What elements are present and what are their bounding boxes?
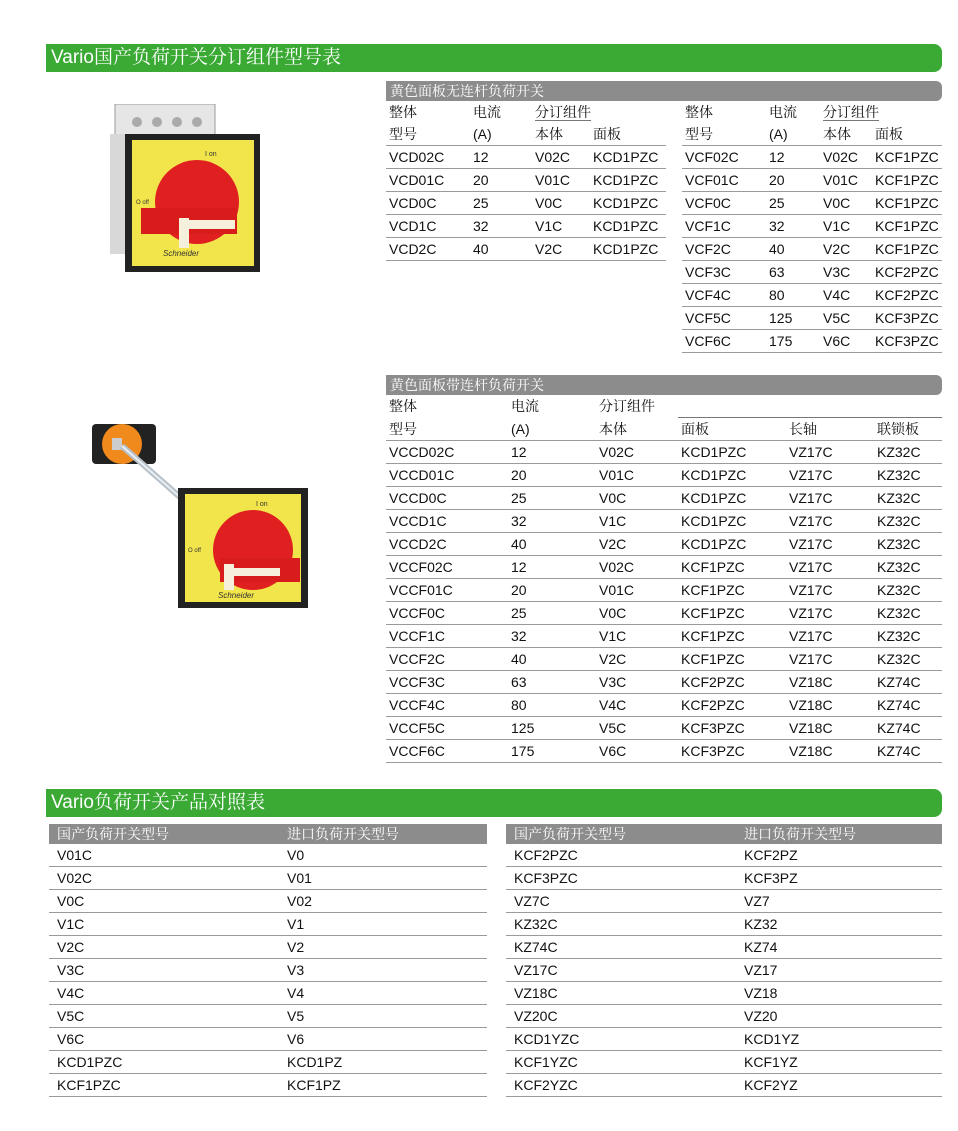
table-cell: KCD1PZC — [678, 487, 786, 510]
table-cell: KCF3PZC — [872, 307, 942, 330]
table-cell: V0C — [820, 192, 872, 215]
table-cell: KCF3PZ — [736, 867, 942, 890]
table-cell: 12 — [508, 441, 596, 464]
table-row — [49, 1028, 487, 1051]
table-cell: 80 — [766, 284, 820, 307]
table-cell: KCD1PZC — [590, 215, 666, 238]
on-mark: I on — [205, 151, 217, 158]
table-cell: V0C — [596, 487, 678, 510]
table-cell: 125 — [508, 717, 596, 740]
table-cell: KCF1PZC — [678, 579, 786, 602]
table-cell: 32 — [508, 510, 596, 533]
table-cell: VCCD2C — [386, 533, 508, 556]
table-cell: KCF2PZ — [736, 844, 942, 867]
header-cell: 本体 — [532, 123, 590, 146]
table-cell: V2C — [596, 648, 678, 671]
table-cell: KCF1PZC — [872, 146, 942, 169]
switch-photo-with-rod — [88, 420, 313, 615]
table-cell: VZ17C — [786, 648, 874, 671]
table-cell: VCD0C — [386, 192, 470, 215]
table-cell: V3C — [820, 261, 872, 284]
table-cell: KCF1PZ — [279, 1074, 487, 1097]
table-cell: KZ32C — [874, 441, 942, 464]
table-row — [386, 740, 942, 763]
table-cell: KCF1YZ — [736, 1051, 942, 1074]
table-cell: KCF3PZC — [506, 867, 736, 890]
table-row — [682, 261, 942, 284]
table-b — [386, 396, 942, 763]
table-cell: V01 — [279, 867, 487, 890]
table-cell: VZ18 — [736, 982, 942, 1005]
table-row — [506, 982, 942, 1005]
table-cell: KCF2PZC — [678, 671, 786, 694]
header-cell: 国产负荷开关型号 — [49, 824, 279, 844]
table-row — [682, 284, 942, 307]
table-row — [506, 1028, 942, 1051]
table-cell: KCF2YZ — [736, 1074, 942, 1097]
table-cell: VCD1C — [386, 215, 470, 238]
table-row — [386, 694, 942, 717]
table-cell: KCD1PZC — [590, 192, 666, 215]
table-row — [682, 238, 942, 261]
table-row — [386, 671, 942, 694]
table-row — [386, 238, 666, 261]
table-row — [506, 913, 942, 936]
table-cell: VCCF1C — [386, 625, 508, 648]
table-row — [682, 330, 942, 353]
header-cell: 电流 — [769, 104, 797, 120]
table-cell: VZ17C — [786, 579, 874, 602]
table-cell: KCD1YZC — [506, 1028, 736, 1051]
table-cell: VCCD1C — [386, 510, 508, 533]
table-cell: V1C — [49, 913, 279, 936]
table-cell: V6 — [279, 1028, 487, 1051]
table-cell: VCCD01C — [386, 464, 508, 487]
table-a-left — [386, 102, 666, 261]
table-cell: VCF1C — [682, 215, 766, 238]
table-row — [506, 959, 942, 982]
table-cell: V4 — [279, 982, 487, 1005]
table-row — [386, 169, 666, 192]
table-cell: VCD2C — [386, 238, 470, 261]
header-cell: (A) — [766, 123, 820, 146]
table-cell: VCCF5C — [386, 717, 508, 740]
table-cell: VZ17C — [786, 441, 874, 464]
table-cell: V02 — [279, 890, 487, 913]
header-cell: 本体 — [596, 418, 678, 441]
table-cell: KZ32C — [874, 510, 942, 533]
table-cell: KZ32C — [874, 648, 942, 671]
table-row — [682, 192, 942, 215]
table-cell: VZ20 — [736, 1005, 942, 1028]
table-b-bar: 黄色面板带连杆负荷开关 — [386, 375, 942, 395]
header-cell: 分订组件 — [535, 104, 591, 120]
table-cell: V0C — [596, 602, 678, 625]
table-cell: KCD1PZC — [590, 146, 666, 169]
table-cell: KCF2PZC — [872, 284, 942, 307]
table-cell: V6C — [820, 330, 872, 353]
table-cell: KCF1PZC — [872, 169, 942, 192]
table-cell: KCD1PZC — [678, 533, 786, 556]
table-cell: KCF1YZC — [506, 1051, 736, 1074]
table-row — [49, 1074, 487, 1097]
table-cell: 32 — [508, 625, 596, 648]
table-cell: KCF3PZC — [678, 740, 786, 763]
header-cell: 型号 — [386, 123, 470, 146]
table-cell: VZ17C — [786, 487, 874, 510]
table-cell: V2C — [820, 238, 872, 261]
table-cell: V4C — [596, 694, 678, 717]
off-mark: O off — [188, 548, 201, 554]
table-cell: KCF3PZC — [678, 717, 786, 740]
table-cell: 25 — [470, 192, 532, 215]
table-cell: V01C — [596, 579, 678, 602]
table-cell: V02C — [820, 146, 872, 169]
table-cell: 25 — [766, 192, 820, 215]
table-cell: KCF3PZC — [872, 330, 942, 353]
table-cell: V3C — [596, 671, 678, 694]
header-cell: 面板 — [590, 123, 666, 146]
table-cell: KZ74C — [874, 694, 942, 717]
table-cell: VCCF4C — [386, 694, 508, 717]
table-row — [49, 936, 487, 959]
table-row — [386, 579, 942, 602]
table-cell: KCD1PZC — [590, 169, 666, 192]
header-cell: (A) — [508, 418, 596, 441]
table-cell: KZ32C — [874, 579, 942, 602]
header-cell: 进口负荷开关型号 — [279, 824, 487, 844]
table-cell: KZ74 — [736, 936, 942, 959]
table-cell: V1C — [596, 625, 678, 648]
table-cell: 20 — [508, 579, 596, 602]
table-row — [49, 982, 487, 1005]
section-title-model-table: Vario国产负荷开关分订组件型号表 — [46, 44, 942, 72]
table-cell: KCD1PZC — [678, 441, 786, 464]
table-cell: KZ74C — [506, 936, 736, 959]
table-cell: VZ18C — [786, 717, 874, 740]
table-row — [682, 215, 942, 238]
table-cell: VCCF01C — [386, 579, 508, 602]
table-cell: V01C — [820, 169, 872, 192]
table-row — [386, 192, 666, 215]
header-cell: 整体 — [685, 104, 713, 120]
brand-logo: Schneider — [163, 249, 200, 258]
table-cell: VCD01C — [386, 169, 470, 192]
table-cell: V02C — [532, 146, 590, 169]
table-cell: V02C — [596, 556, 678, 579]
header-cell: 电流 — [511, 398, 539, 415]
table-cell: 20 — [766, 169, 820, 192]
table-cell: KCD1PZC — [678, 510, 786, 533]
section-title-compare: Vario负荷开关产品对照表 — [46, 789, 942, 817]
table-cell: KCF1PZC — [678, 602, 786, 625]
table-cell: VCF0C — [682, 192, 766, 215]
table-cell: KZ32C — [874, 556, 942, 579]
table-cell: 40 — [508, 648, 596, 671]
table-cell: 25 — [508, 602, 596, 625]
table-cell: V1 — [279, 913, 487, 936]
table-row — [386, 602, 942, 625]
table-cell: 20 — [508, 464, 596, 487]
table-cell: KCD1YZ — [736, 1028, 942, 1051]
table-cell: V5C — [820, 307, 872, 330]
table-cell: V4C — [820, 284, 872, 307]
table-cell: VZ17C — [786, 464, 874, 487]
table-cell: 40 — [470, 238, 532, 261]
table-cell: V4C — [49, 982, 279, 1005]
table-cell: 20 — [470, 169, 532, 192]
table-cell: VCF01C — [682, 169, 766, 192]
table-cell: V0C — [532, 192, 590, 215]
table-row — [386, 215, 666, 238]
table-cell: VCF02C — [682, 146, 766, 169]
table-cell: VCCD0C — [386, 487, 508, 510]
table-a-bar: 黄色面板无连杆负荷开关 — [386, 81, 942, 101]
compare-table-right — [506, 824, 942, 1097]
table-cell: KCF1PZC — [872, 215, 942, 238]
table-cell: VZ17C — [786, 510, 874, 533]
table-row — [386, 648, 942, 671]
table-cell: V2C — [49, 936, 279, 959]
table-cell: KCF1PZC — [678, 556, 786, 579]
header-cell: 型号 — [386, 418, 508, 441]
table-cell: VZ17C — [786, 625, 874, 648]
header-cell: 型号 — [682, 123, 766, 146]
table-cell: V5C — [596, 717, 678, 740]
table-row — [386, 464, 942, 487]
table-cell: KZ32C — [874, 602, 942, 625]
table-cell: V2C — [532, 238, 590, 261]
table-cell: KZ32C — [874, 625, 942, 648]
table-cell: 40 — [508, 533, 596, 556]
table-cell: VCCD02C — [386, 441, 508, 464]
table-cell: KCF1PZC — [872, 238, 942, 261]
table-row — [386, 510, 942, 533]
table-row — [49, 890, 487, 913]
table-a-right — [682, 102, 942, 353]
header-cell: 进口负荷开关型号 — [736, 824, 942, 844]
table-cell: VZ17 — [736, 959, 942, 982]
table-cell: V2 — [279, 936, 487, 959]
table-cell: KZ32 — [736, 913, 942, 936]
table-cell: 32 — [766, 215, 820, 238]
table-cell: VCF3C — [682, 261, 766, 284]
header-cell: 联锁板 — [874, 418, 942, 441]
table-row — [506, 867, 942, 890]
table-cell: KZ32C — [874, 533, 942, 556]
table-row — [506, 1051, 942, 1074]
table-cell: KCD1PZ — [279, 1051, 487, 1074]
table-cell: KCD1PZC — [590, 238, 666, 261]
table-cell: 12 — [766, 146, 820, 169]
header-cell: 整体 — [389, 398, 417, 415]
table-cell: VZ18C — [786, 740, 874, 763]
header-cell: 分订组件 — [823, 104, 879, 120]
table-cell: V6C — [49, 1028, 279, 1051]
table-row — [386, 487, 942, 510]
compare-table-left — [49, 824, 487, 1097]
table-cell: V01C — [49, 844, 279, 867]
table-cell: VCD02C — [386, 146, 470, 169]
table-cell: VZ18C — [786, 694, 874, 717]
table-row — [506, 844, 942, 867]
table-cell: 63 — [508, 671, 596, 694]
table-cell: VCCF6C — [386, 740, 508, 763]
table-cell: VZ18C — [786, 671, 874, 694]
table-cell: V1C — [532, 215, 590, 238]
table-cell: VZ18C — [506, 982, 736, 1005]
table-cell: 125 — [766, 307, 820, 330]
table-cell: V0C — [49, 890, 279, 913]
table-cell: VZ17C — [786, 556, 874, 579]
table-row — [386, 556, 942, 579]
table-cell: KCF1PZC — [49, 1074, 279, 1097]
table-cell: 80 — [508, 694, 596, 717]
table-row — [49, 959, 487, 982]
header-cell: (A) — [470, 123, 532, 146]
header-cell: 本体 — [820, 123, 872, 146]
table-cell: VCCF02C — [386, 556, 508, 579]
table-row — [49, 844, 487, 867]
table-row — [506, 936, 942, 959]
table-cell: VCF4C — [682, 284, 766, 307]
table-cell: V0 — [279, 844, 487, 867]
table-cell: VZ17C — [506, 959, 736, 982]
header-cell: 面板 — [678, 418, 786, 441]
header-cell: 整体 — [389, 104, 417, 120]
table-row — [49, 867, 487, 890]
table-row — [506, 1074, 942, 1097]
table-cell: VCCF0C — [386, 602, 508, 625]
table-cell: KZ32C — [874, 487, 942, 510]
table-cell: VCF2C — [682, 238, 766, 261]
table-row — [506, 1005, 942, 1028]
table-cell: VCCF3C — [386, 671, 508, 694]
table-cell: V2C — [596, 533, 678, 556]
table-cell: 25 — [508, 487, 596, 510]
table-cell: VZ17C — [786, 533, 874, 556]
table-cell: V3C — [49, 959, 279, 982]
table-row — [386, 533, 942, 556]
table-cell: V02C — [596, 441, 678, 464]
header-cell: 长轴 — [786, 418, 874, 441]
header-cell: 电流 — [473, 104, 501, 120]
table-cell: KZ32C — [874, 464, 942, 487]
table-cell: KCF2YZC — [506, 1074, 736, 1097]
table-cell: KZ74C — [874, 740, 942, 763]
table-cell: KCD1PZC — [678, 464, 786, 487]
table-cell: V02C — [49, 867, 279, 890]
table-row — [386, 146, 666, 169]
table-row — [386, 625, 942, 648]
table-row — [49, 1005, 487, 1028]
table-cell: KCF2PZC — [872, 261, 942, 284]
table-cell: 175 — [766, 330, 820, 353]
table-cell: 32 — [470, 215, 532, 238]
table-cell: V1C — [820, 215, 872, 238]
table-cell: 175 — [508, 740, 596, 763]
header-rule — [678, 396, 942, 418]
table-cell: V01C — [532, 169, 590, 192]
header-cell: 国产负荷开关型号 — [506, 824, 736, 844]
table-cell: VZ17C — [786, 602, 874, 625]
table-cell: V3 — [279, 959, 487, 982]
table-row — [682, 146, 942, 169]
table-cell: KCF1PZC — [872, 192, 942, 215]
table-cell: 12 — [508, 556, 596, 579]
table-cell: KCF2PZC — [678, 694, 786, 717]
table-row — [506, 890, 942, 913]
table-row — [682, 169, 942, 192]
table-row — [386, 441, 942, 464]
table-row — [49, 913, 487, 936]
table-cell: V5 — [279, 1005, 487, 1028]
table-cell: KZ74C — [874, 717, 942, 740]
header-cell: 分订组件 — [599, 398, 655, 415]
brand-logo: Schneider — [218, 591, 255, 600]
switch-photo-no-rod — [105, 104, 265, 279]
table-cell: KCF2PZC — [506, 844, 736, 867]
on-mark: I on — [256, 501, 268, 508]
table-cell: 63 — [766, 261, 820, 284]
table-cell: VZ20C — [506, 1005, 736, 1028]
table-cell: KCF1PZC — [678, 625, 786, 648]
table-cell: KCD1PZC — [49, 1051, 279, 1074]
table-cell: V01C — [596, 464, 678, 487]
table-cell: V6C — [596, 740, 678, 763]
table-cell: KCF1PZC — [678, 648, 786, 671]
table-cell: KZ32C — [506, 913, 736, 936]
table-cell: V1C — [596, 510, 678, 533]
table-cell: VCF5C — [682, 307, 766, 330]
header-cell: 面板 — [872, 123, 942, 146]
table-cell: 12 — [470, 146, 532, 169]
off-mark: O off — [136, 200, 149, 206]
table-cell: VCF6C — [682, 330, 766, 353]
table-cell: VCCF2C — [386, 648, 508, 671]
table-row — [682, 307, 942, 330]
table-row — [49, 1051, 487, 1074]
table-cell: VZ7 — [736, 890, 942, 913]
table-cell: V5C — [49, 1005, 279, 1028]
table-cell: VZ7C — [506, 890, 736, 913]
table-cell: 40 — [766, 238, 820, 261]
table-cell: KZ74C — [874, 671, 942, 694]
table-row — [386, 717, 942, 740]
